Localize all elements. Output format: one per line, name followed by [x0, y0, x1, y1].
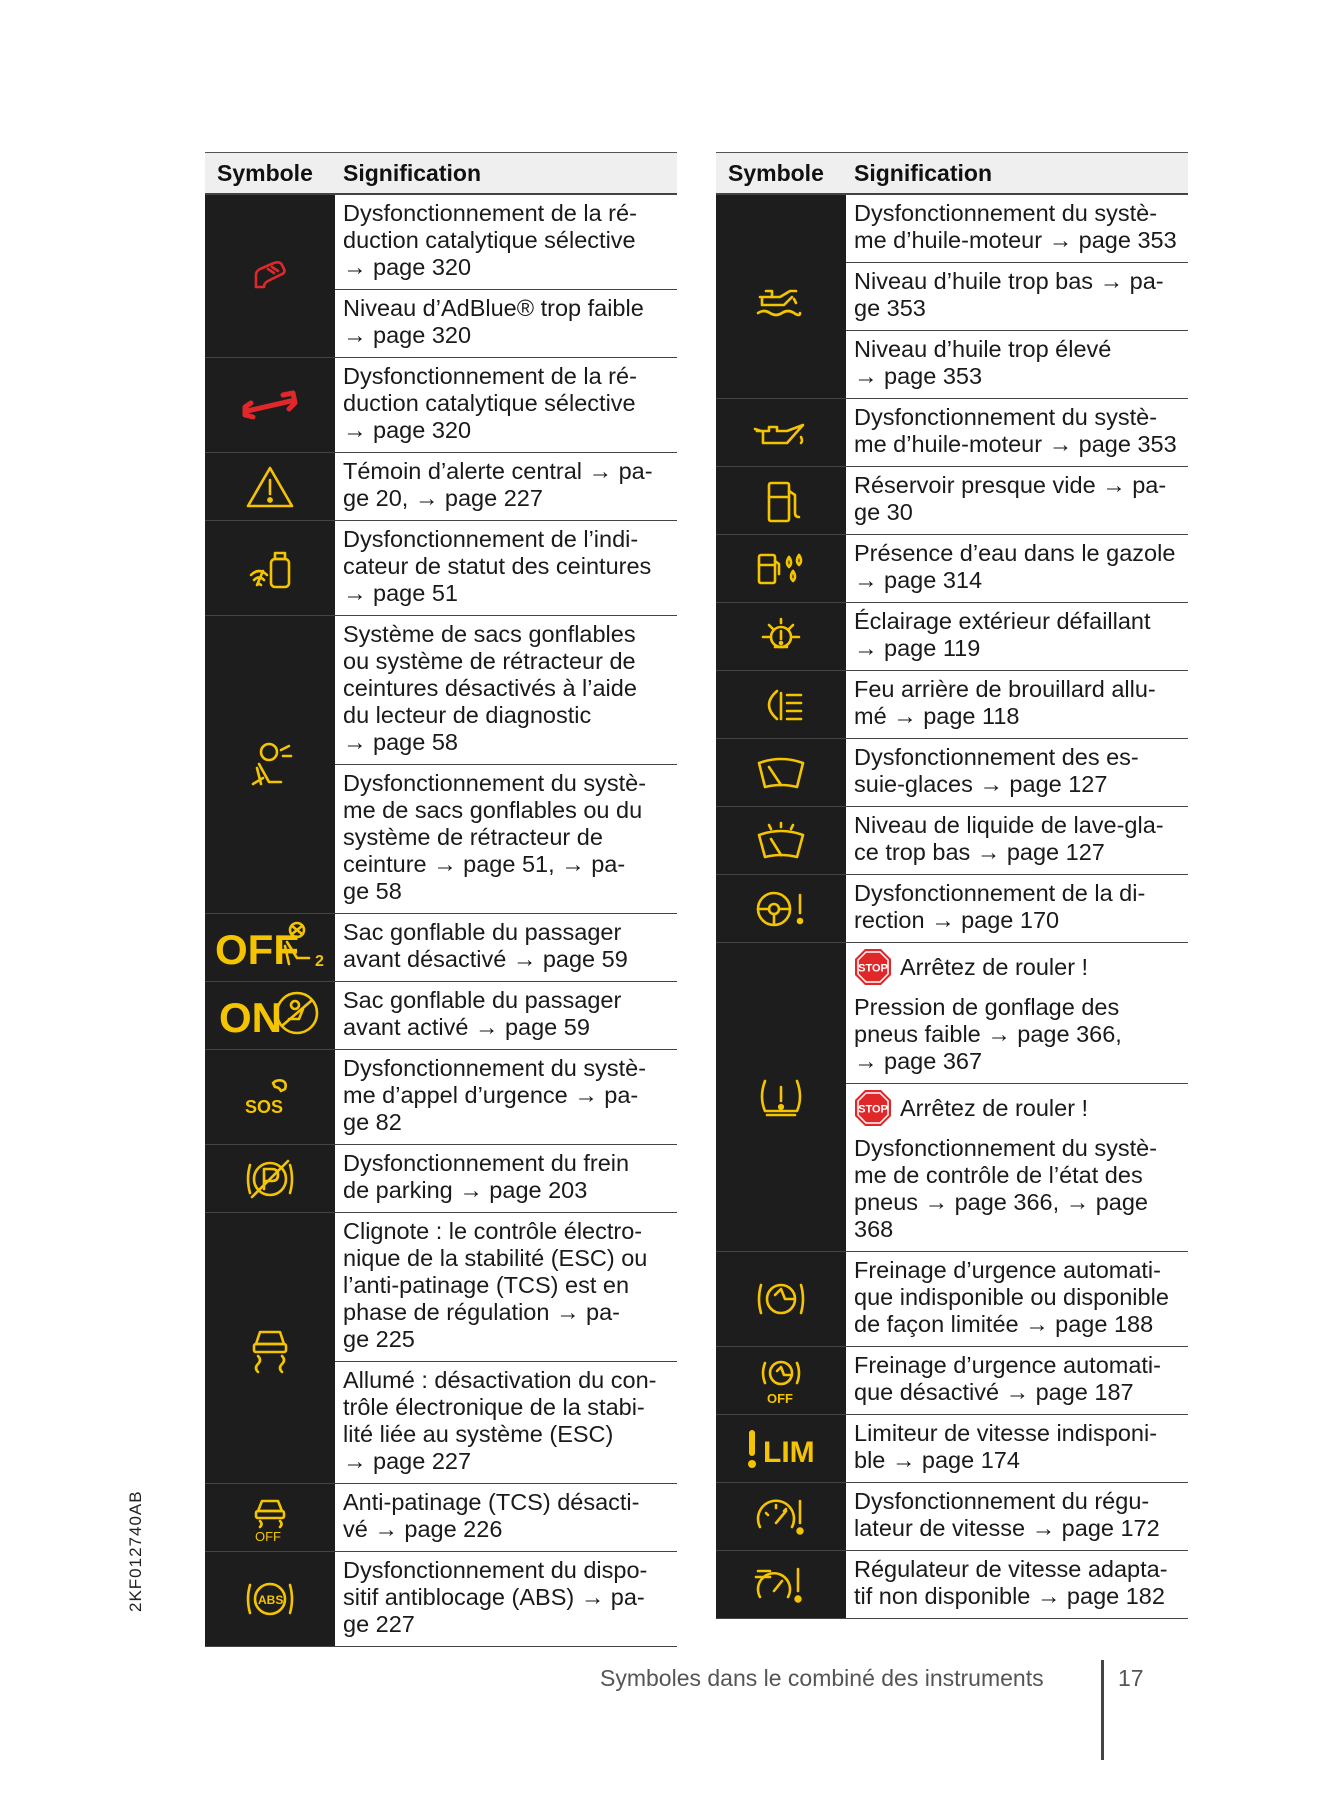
esc-skid-icon: [205, 1213, 335, 1484]
tire-pressure-icon: [716, 943, 846, 1252]
meaning-text: Dysfonctionnement du dispo- sitif antiblocage (ABS) → pa- ge 227: [343, 1557, 648, 1637]
parking-brake-icon: [205, 1145, 335, 1213]
meaning-cell: [335, 453, 677, 521]
meaning-cell: [846, 1347, 1188, 1415]
meaning-cell: [335, 358, 677, 453]
svg-text:ABS: ABS: [258, 1593, 284, 1607]
meaning-cell: [846, 467, 1188, 535]
meaning-cell: [335, 982, 677, 1050]
meaning-cell: [846, 1415, 1188, 1483]
sos-call-icon: [205, 1050, 335, 1145]
symbol-row: [716, 194, 1188, 263]
meaning-text: Anti-patinage (TCS) désacti- vé → page 226: [343, 1489, 640, 1542]
meaning-cell: [846, 807, 1188, 875]
cruise-control-fault-icon: [716, 1483, 846, 1551]
meaning-text: Niveau d’huile trop bas → pa- ge 353: [854, 268, 1164, 321]
meaning-text: Système de sacs gonflables ou système de rétracteur de ceintures désactivés à l’aide du lecteur de diagnostic → page 58: [343, 621, 637, 755]
washer-fluid-icon: [716, 807, 846, 875]
meaning-text: Présence d’eau dans le gazole → page 314: [854, 540, 1176, 593]
meaning-header: Signification: [846, 153, 1188, 195]
oil-level-icon: [716, 194, 846, 399]
meaning-cell: [335, 914, 677, 982]
meaning-text: Dysfonctionnement de la ré- duction catalytique sélective → page 320: [343, 200, 637, 280]
meaning-text: Dysfonctionnement du régu- lateur de vitesse → page 172: [854, 1488, 1160, 1541]
meaning-cell: [335, 290, 677, 358]
meaning-cell: [335, 521, 677, 616]
meaning-header: Signification: [335, 153, 677, 195]
symbol-row: [205, 1145, 677, 1213]
symbol-row: [205, 982, 677, 1050]
symbol-row: [716, 1551, 1188, 1619]
meaning-text: Clignote : le contrôle électro- nique de la stabilité (ESC) ou l’anti-patinage (TCS) est en phase de régulation → pa- ge 225: [343, 1218, 648, 1352]
meaning-cell: [846, 1483, 1188, 1551]
meaning-cell: [846, 671, 1188, 739]
meaning-cell: [846, 1252, 1188, 1347]
section-title: Symboles dans le combiné des instruments: [600, 1665, 1044, 1691]
meaning-text: Dysfonctionnement du systè- me d’appel d’urgence → pa- ge 82: [343, 1055, 647, 1135]
right-symbol-table: [716, 152, 1188, 1619]
svg-text:ON: ON: [219, 994, 282, 1041]
meaning-text: Dysfonctionnement de la di- rection → page 170: [854, 880, 1146, 933]
symbol-header: Symbole: [205, 153, 335, 195]
symbol-header: Symbole: [716, 153, 846, 195]
symbol-row: [205, 453, 677, 521]
wiper-icon: [716, 739, 846, 807]
oil-can-icon: [716, 399, 846, 467]
meaning-text: Freinage d’urgence automati- que indisponible ou disponible de façon limitée → page 188: [854, 1257, 1169, 1337]
symbol-row: [205, 1552, 677, 1647]
stop-warning: [854, 1089, 1182, 1127]
adaptive-cruise-unavailable-icon: [716, 1551, 846, 1619]
symbol-row: [205, 1484, 677, 1552]
meaning-text: Niveau d’huile trop élevé → page 353: [854, 336, 1112, 389]
svg-text:2: 2: [315, 953, 324, 970]
meaning-text: Niveau de liquide de lave-gla- ce trop bas → page 127: [854, 812, 1164, 865]
meaning-cell: [335, 1213, 677, 1362]
symbol-row: [716, 467, 1188, 535]
meaning-text: Pression de gonflage des pneus faible → page 366, → page 367: [854, 994, 1122, 1074]
passenger-airbag-off-icon: [205, 914, 335, 982]
svg-text:SOS: SOS: [245, 1097, 284, 1117]
warning-triangle-icon: [205, 453, 335, 521]
meaning-cell: [335, 765, 677, 914]
svg-text:OFF: OFF: [767, 1390, 793, 1406]
tcs-off-icon: [205, 1484, 335, 1552]
exterior-lamp-fault-icon: [716, 603, 846, 671]
symbol-row: [716, 1483, 1188, 1551]
meaning-text: Témoin d’alerte central → pa- ge 20, → page 227: [343, 458, 653, 511]
meaning-text: Dysfonctionnement du systè- me de sacs gonflables ou du système de rétracteur de ceinture → page 51, → pa- ge 58: [343, 770, 647, 904]
wrench-red-icon: [205, 358, 335, 453]
meaning-text: Régulateur de vitesse adapta- tif non disponible → page 182: [854, 1556, 1168, 1609]
stop-text: Arrêtez de rouler !: [900, 953, 1089, 980]
symbol-row: [716, 1415, 1188, 1483]
meaning-cell: [846, 1551, 1188, 1619]
page-number: 17: [1118, 1665, 1144, 1691]
svg-text:OFF: OFF: [255, 1528, 281, 1544]
meaning-text: Dysfonctionnement du frein de parking → page 203: [343, 1150, 630, 1203]
meaning-cell: [846, 263, 1188, 331]
symbol-row: [205, 1050, 677, 1145]
left-symbol-table: [205, 152, 677, 1647]
symbol-row: [716, 603, 1188, 671]
meaning-cell: [335, 1484, 677, 1552]
symbol-row: [716, 807, 1188, 875]
symbol-row: [205, 194, 677, 290]
symbol-row: [205, 914, 677, 982]
meaning-text: Éclairage extérieur défaillant → page 119: [854, 608, 1151, 661]
symbol-row: [716, 1347, 1188, 1415]
airbag-icon: [205, 616, 335, 914]
meaning-cell: [846, 1084, 1188, 1252]
meaning-text: Réservoir presque vide → pa- ge 30: [854, 472, 1167, 525]
rear-fog-lamp-icon: [716, 671, 846, 739]
meaning-text: Feu arrière de brouillard allu- mé → page 118: [854, 676, 1156, 729]
meaning-cell: [846, 331, 1188, 399]
meaning-text: Freinage d’urgence automati- que désactivé → page 187: [854, 1352, 1161, 1405]
footer-divider: [1101, 1660, 1104, 1760]
meaning-text: Dysfonctionnement de l’indi- cateur de statut des ceintures → page 51: [343, 526, 652, 606]
document-id: 2KF012740AB: [126, 1490, 145, 1612]
auto-emergency-brake-off-icon: [716, 1347, 846, 1415]
symbol-row: [716, 1252, 1188, 1347]
scr-fluid-red-icon: [205, 194, 335, 358]
svg-text:STOP: STOP: [858, 962, 888, 975]
meaning-text: Allumé : désactivation du con- trôle électronique de la stabi- lité liée au système (ESC) → page 227: [343, 1367, 657, 1474]
meaning-text: Limiteur de vitesse indisponi- ble → page 174: [854, 1420, 1158, 1473]
meaning-cell: [335, 616, 677, 765]
meaning-text: Sac gonflable du passager avant activé → page 59: [343, 987, 622, 1040]
fuel-pump-icon: [716, 467, 846, 535]
water-in-fuel-icon: [716, 535, 846, 603]
symbol-row: [716, 535, 1188, 603]
meaning-text: Dysfonctionnement des es- suie-glaces → page 127: [854, 744, 1139, 797]
speed-limiter-icon: [716, 1415, 846, 1483]
passenger-airbag-on-icon: [205, 982, 335, 1050]
steering-fault-icon: [716, 875, 846, 943]
symbol-row: [716, 875, 1188, 943]
symbol-row: [205, 521, 677, 616]
meaning-cell: [335, 1552, 677, 1647]
meaning-cell: [846, 739, 1188, 807]
meaning-cell: [846, 943, 1188, 1084]
symbol-row: [716, 671, 1188, 739]
meaning-text: Sac gonflable du passager avant désactivé → page 59: [343, 919, 628, 972]
seatbelt-status-icon: [205, 521, 335, 616]
meaning-cell: [335, 194, 677, 290]
symbol-row: [716, 739, 1188, 807]
auto-emergency-brake-icon: [716, 1252, 846, 1347]
svg-text:OFF: OFF: [215, 926, 299, 973]
meaning-cell: [846, 875, 1188, 943]
symbol-row: [205, 358, 677, 453]
symbol-row: [205, 1213, 677, 1362]
abs-icon: [205, 1552, 335, 1647]
symbol-row: [716, 399, 1188, 467]
symbol-row: [205, 616, 677, 765]
meaning-cell: [335, 1145, 677, 1213]
svg-text:LIM: LIM: [763, 1435, 815, 1469]
meaning-text: Dysfonctionnement du systè- me de contrôle de l’état des pneus → page 366, → page 368: [854, 1135, 1158, 1242]
meaning-text: Dysfonctionnement du systè- me d’huile-moteur → page 353: [854, 200, 1177, 253]
meaning-cell: [846, 535, 1188, 603]
meaning-cell: [846, 194, 1188, 263]
meaning-cell: [335, 1050, 677, 1145]
meaning-text: Dysfonctionnement du systè- me d’huile-moteur → page 353: [854, 404, 1177, 457]
meaning-cell: [846, 399, 1188, 467]
meaning-cell: [846, 603, 1188, 671]
stop-warning: [854, 948, 1182, 986]
svg-text:STOP: STOP: [858, 1103, 888, 1116]
meaning-cell: [335, 1362, 677, 1484]
meaning-text: Niveau d’AdBlue® trop faible → page 320: [343, 295, 644, 348]
symbol-row: [716, 943, 1188, 1084]
stop-text: Arrêtez de rouler !: [900, 1094, 1089, 1121]
meaning-text: Dysfonctionnement de la ré- duction catalytique sélective → page 320: [343, 363, 637, 443]
